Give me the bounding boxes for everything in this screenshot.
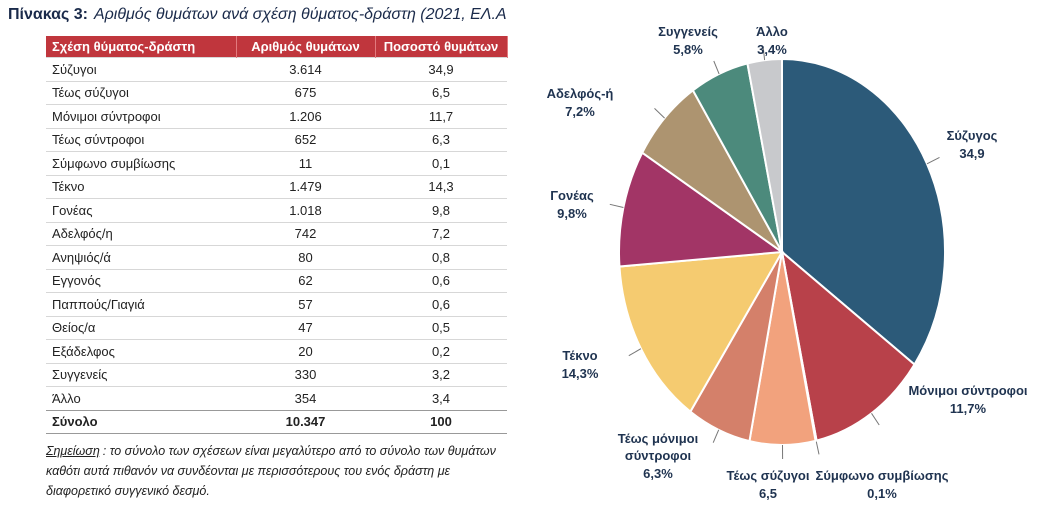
total-count: 10.347 — [236, 410, 375, 434]
pie-label — [562, 348, 599, 381]
pie-label — [756, 24, 788, 57]
pie-leader-line — [714, 61, 719, 74]
table-row — [46, 316, 507, 340]
cell-count: 354 — [236, 387, 375, 411]
pie-label-name: Γονέας — [550, 188, 594, 203]
table-row — [46, 175, 507, 199]
cell-relation: Άλλο — [46, 387, 236, 411]
cell-relation: Εγγονός — [46, 269, 236, 293]
pie-label-value: 6,3% — [643, 466, 673, 481]
note-text: : το σύνολο των σχέσεων είναι μεγαλύτερο από το σύνολο των θυμάτων καθότι αυτά πιθανόν να συνδέονται με περισσότερους του ενός δράστη με διαφορετικό συγγενικό δεσμό. — [46, 444, 496, 498]
cell-percent: 0,8 — [375, 246, 507, 270]
cell-percent: 34,9 — [375, 58, 507, 82]
cell-percent: 6,5 — [375, 81, 507, 105]
pie-leader-line — [610, 204, 624, 207]
cell-count: 675 — [236, 81, 375, 105]
pie-label — [550, 188, 594, 221]
cell-relation: Τέως σύζυγοι — [46, 81, 236, 105]
table-row — [46, 387, 507, 411]
table-total-row — [46, 410, 507, 434]
cell-percent: 0,6 — [375, 293, 507, 317]
cell-percent: 0,6 — [375, 269, 507, 293]
pie-label — [947, 128, 998, 161]
cell-relation: Συγγενείς — [46, 363, 236, 387]
pie-label-name: Αδελφός-ή — [546, 86, 614, 101]
cell-relation: Σύζυγοι — [46, 58, 236, 82]
table-row — [46, 340, 507, 364]
table-note — [46, 441, 516, 501]
table-row — [46, 199, 507, 223]
cell-count: 11 — [236, 152, 375, 176]
title-text: Αριθμός θυμάτων ανά σχέση θύματος-δράστη (2021, ΕΛ.Α — [93, 6, 507, 23]
victims-table — [46, 36, 508, 434]
total-relation: Σύνολο — [46, 410, 236, 434]
header-relation: Σχέση θύματος-δράστη — [46, 36, 236, 58]
cell-percent: 0,5 — [375, 316, 507, 340]
pie-leader-line — [872, 413, 880, 425]
pie-label-value: 9,8% — [557, 206, 587, 221]
pie-leader-line — [629, 349, 641, 356]
header-count: Αριθμός θυμάτων — [236, 36, 375, 58]
pie-label-name: Τέως μόνιμοι — [617, 431, 699, 446]
pie-label-name: Μόνιμοι σύντροφοι — [908, 383, 1028, 398]
cell-relation: Παππούς/Γιαγιά — [46, 293, 236, 317]
pie-leader-line — [655, 108, 665, 118]
cell-relation: Θείος/α — [46, 316, 236, 340]
cell-count: 1.206 — [236, 105, 375, 129]
pie-label — [816, 468, 949, 501]
cell-percent: 9,8 — [375, 199, 507, 223]
title-prefix: Πίνακας 3: — [8, 6, 88, 23]
pie-label-value: 5,8% — [673, 42, 703, 57]
pie-label-value: 6,5 — [758, 486, 778, 501]
table-row — [46, 363, 507, 387]
pie-label-name: Σύζυγος — [946, 128, 998, 143]
table-header-row — [46, 36, 507, 58]
pie-leader-line — [927, 157, 940, 163]
table-row — [46, 293, 507, 317]
pie-label — [547, 86, 614, 119]
pie-label-value: 3,4% — [757, 42, 787, 57]
cell-count: 62 — [236, 269, 375, 293]
pie-label-value: 7,2% — [565, 104, 595, 119]
cell-count: 1.479 — [236, 175, 375, 199]
pie-label — [908, 383, 1027, 416]
cell-relation: Ανηψιός/ά — [46, 246, 236, 270]
victims-table-container — [46, 36, 507, 434]
table-row — [46, 58, 507, 82]
cell-relation: Σύμφωνο συμβίωσης — [46, 152, 236, 176]
cell-relation: Εξάδελφος — [46, 340, 236, 364]
table-row — [46, 246, 507, 270]
cell-relation: Τέως σύντροφοι — [46, 128, 236, 152]
pie-label-name: σύντροφοι — [624, 448, 692, 463]
pie-label-value: 34,9 — [959, 146, 985, 161]
pie-label-name: Σύμφωνο συμβίωσης — [815, 468, 949, 483]
table-title — [8, 6, 523, 24]
cell-percent: 14,3 — [375, 175, 507, 199]
table-row — [46, 269, 507, 293]
pie-label-name: Τέως σύζυγοι — [726, 468, 810, 483]
table-row — [46, 105, 507, 129]
cell-count: 330 — [236, 363, 375, 387]
cell-relation: Μόνιμοι σύντροφοι — [46, 105, 236, 129]
total-percent: 100 — [375, 410, 507, 434]
cell-count: 1.018 — [236, 199, 375, 223]
cell-percent: 0,2 — [375, 340, 507, 364]
pie-label-name: Τέκνο — [562, 348, 598, 363]
pie-label-value: 14,3% — [561, 366, 599, 381]
pie-label — [618, 431, 699, 481]
pie-label-name: Άλλο — [756, 24, 788, 39]
pie-label-value: 0,1% — [867, 486, 897, 501]
pie-leader-line — [816, 441, 819, 455]
table-row — [46, 152, 507, 176]
table-row — [46, 81, 507, 105]
cell-count: 742 — [236, 222, 375, 246]
cell-relation: Γονέας — [46, 199, 236, 223]
cell-percent: 6,3 — [375, 128, 507, 152]
cell-percent: 7,2 — [375, 222, 507, 246]
pie-label-name: Συγγενείς — [658, 24, 718, 39]
cell-percent: 11,7 — [375, 105, 507, 129]
header-percent: Ποσοστό θυμάτων — [375, 36, 507, 58]
pie-chart — [520, 0, 1053, 524]
cell-count: 652 — [236, 128, 375, 152]
cell-percent: 3,2 — [375, 363, 507, 387]
pie-label-value: 11,7% — [949, 401, 987, 416]
cell-percent: 3,4 — [375, 387, 507, 411]
cell-count: 3.614 — [236, 58, 375, 82]
cell-count: 57 — [236, 293, 375, 317]
pie-label — [658, 24, 718, 57]
table-body — [46, 58, 507, 434]
cell-count: 47 — [236, 316, 375, 340]
cell-count: 80 — [236, 246, 375, 270]
table-row — [46, 128, 507, 152]
cell-relation: Αδελφός/η — [46, 222, 236, 246]
table-row — [46, 222, 507, 246]
pie-leader-line — [713, 430, 719, 443]
cell-relation: Τέκνο — [46, 175, 236, 199]
pie-label — [727, 468, 810, 501]
cell-count: 20 — [236, 340, 375, 364]
cell-percent: 0,1 — [375, 152, 507, 176]
note-label: Σημείωση — [46, 444, 100, 458]
